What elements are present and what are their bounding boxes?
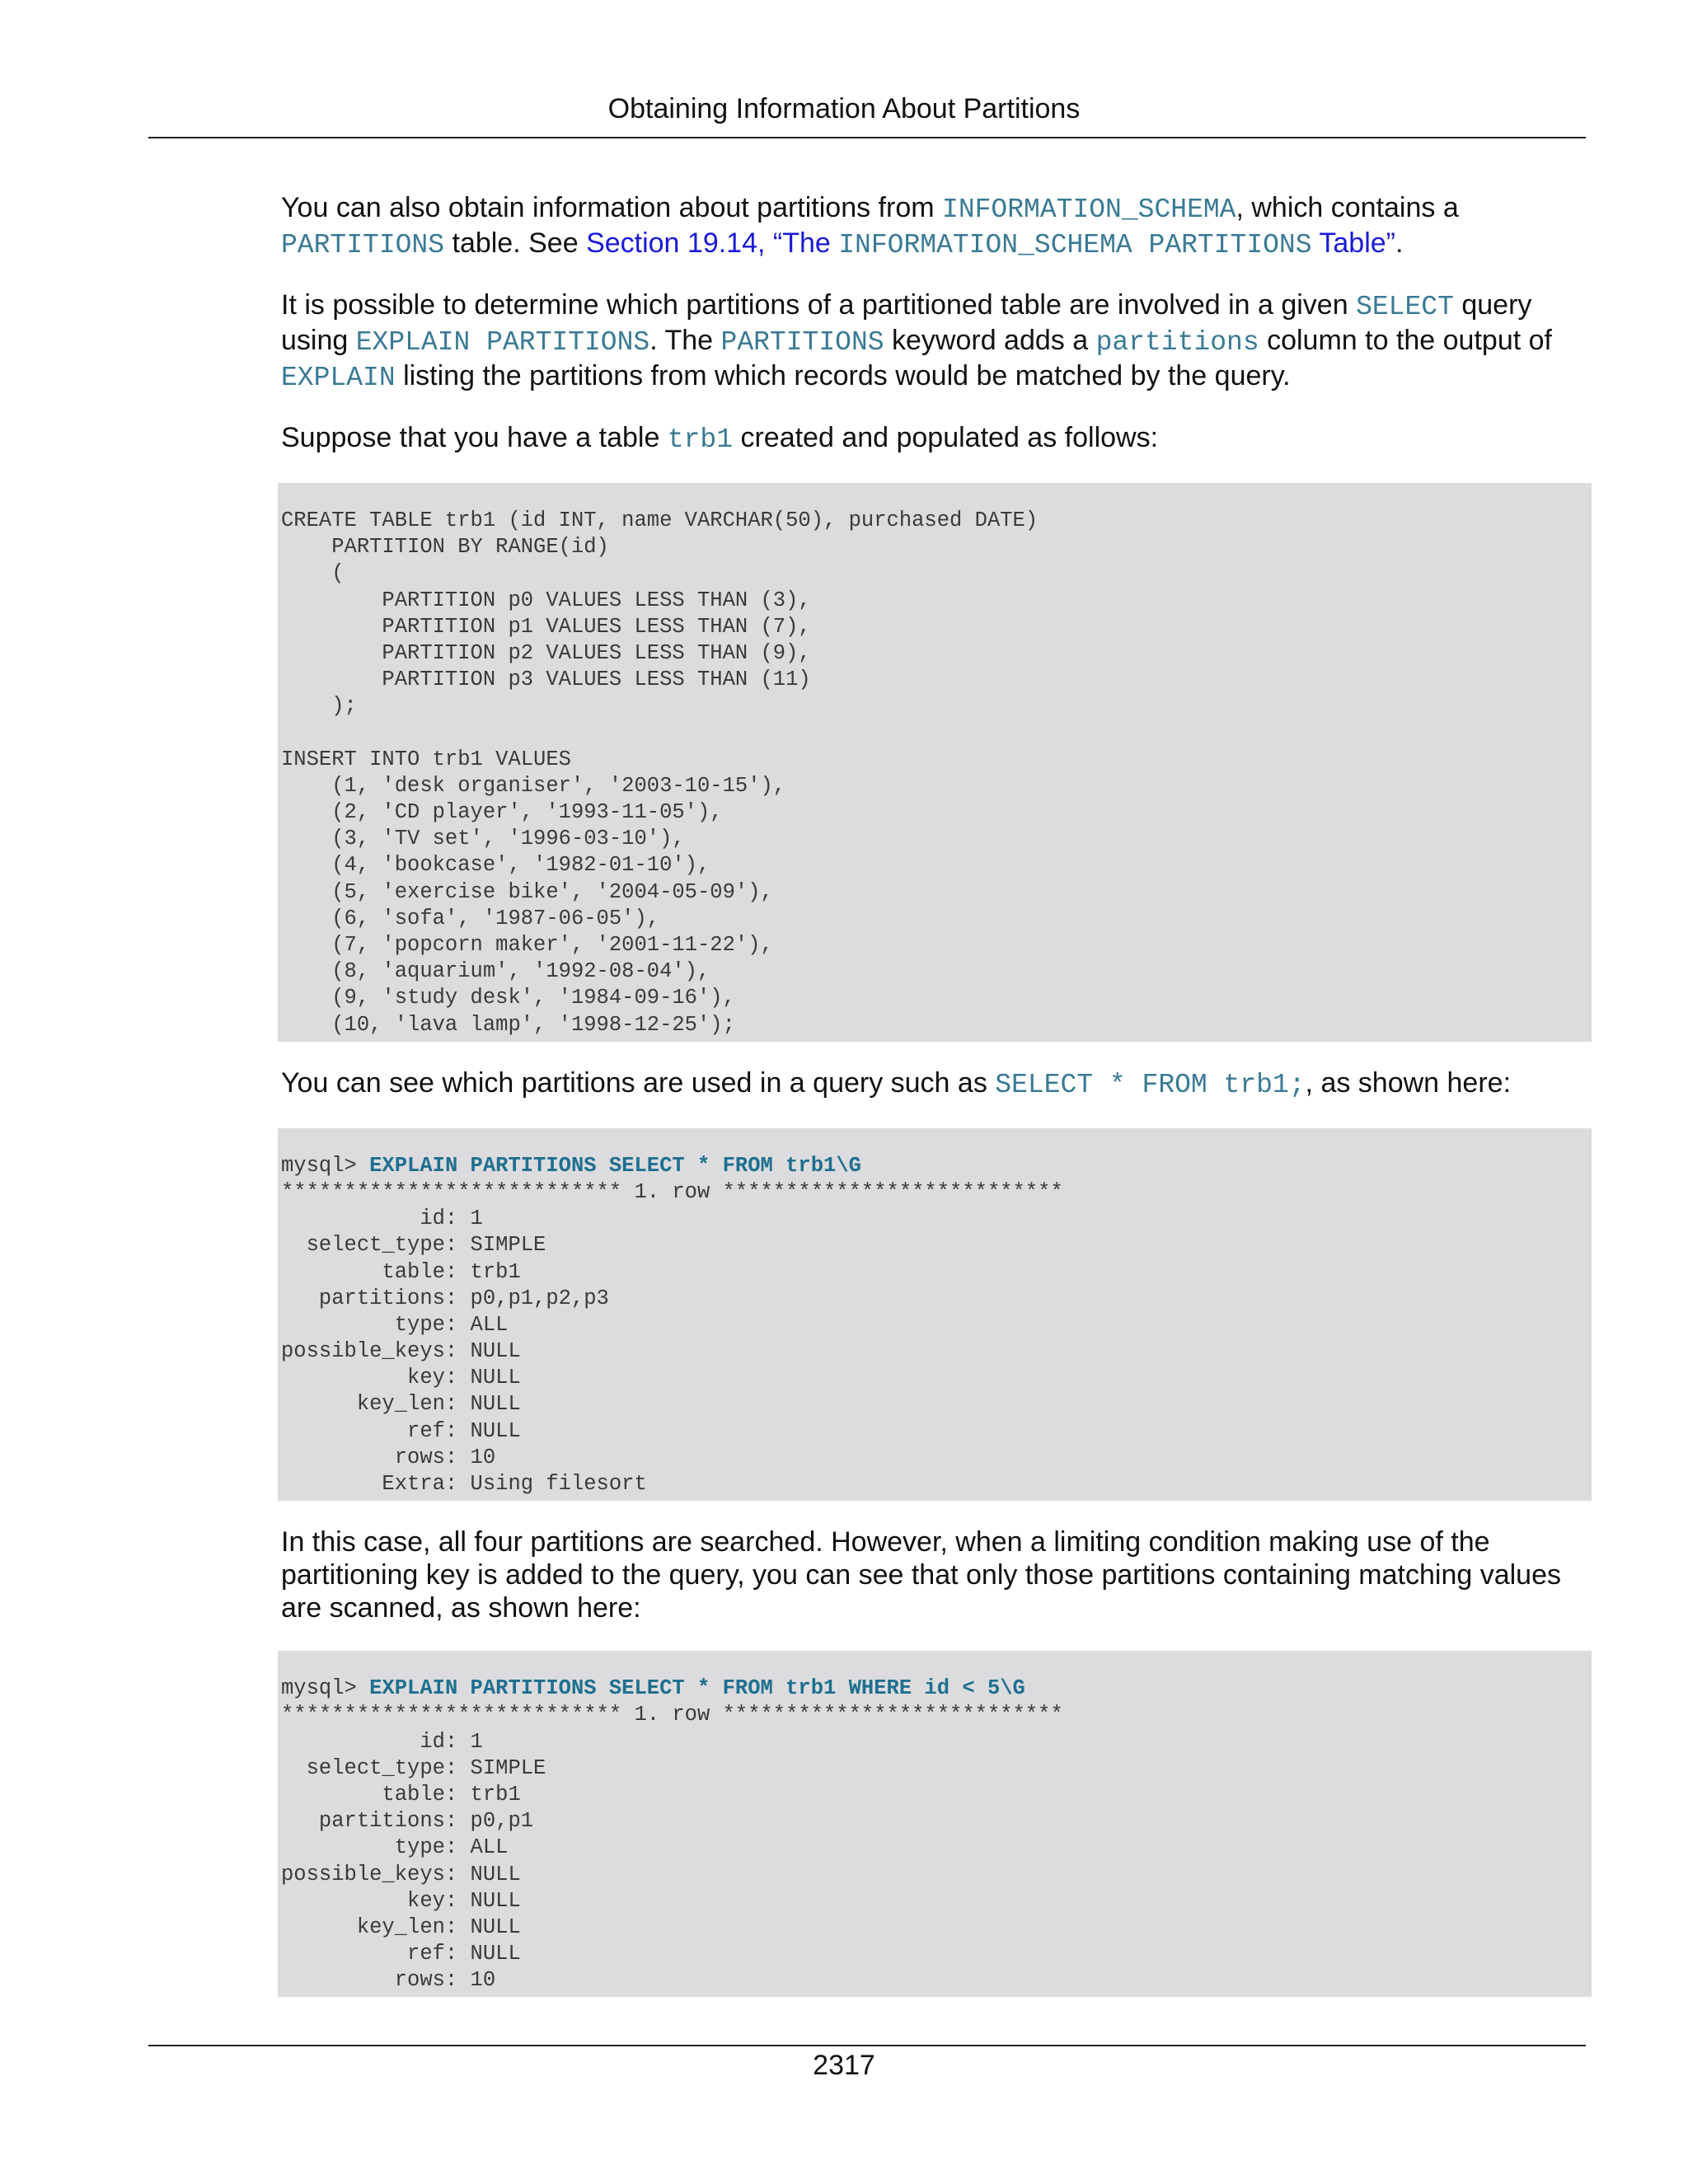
text: keyword adds a (884, 325, 1096, 356)
code-line: PARTITION p3 VALUES LESS THAN (11) (281, 668, 811, 692)
text: . (1395, 227, 1404, 259)
text: created and populated as follows: (733, 422, 1159, 453)
code-line (281, 1153, 1592, 1179)
text: column to the output of (1259, 325, 1552, 356)
code-line: PARTITION p0 VALUES LESS THAN (3), (281, 588, 811, 612)
code-line: Extra: Using filesort (281, 1472, 647, 1496)
code-line: (9, 'study desk', '1984-09-16'), (281, 986, 735, 1010)
code-line: *************************** 1. row *************************** (281, 1703, 1063, 1727)
code-line: PARTITION p1 VALUES LESS THAN (7), (281, 614, 811, 639)
code-line: (8, 'aquarium', '1992-08-04'), (281, 959, 710, 984)
code-partitions-keyword: PARTITIONS (720, 327, 884, 358)
code-line: type: ALL (281, 1835, 509, 1860)
code-line: (6, 'sofa', '1987-06-05'), (281, 906, 660, 930)
mysql-prompt: mysql> (281, 1676, 370, 1701)
code-line: possible_keys: NULL (281, 1862, 521, 1886)
code-explain: EXPLAIN (281, 363, 396, 393)
text: You can see which partitions are used in a query such as (281, 1066, 996, 1099)
paragraph-suppose-table (281, 421, 1592, 457)
code-partitions: PARTITIONS (281, 230, 445, 260)
code-line: CREATE TABLE trb1 (id INT, name VARCHAR(50), purchased DATE) (281, 509, 1039, 532)
code-line: key_len: NULL (281, 1915, 521, 1939)
sql-command: EXPLAIN PARTITIONS SELECT * FROM trb1 WHERE id < 5\G (369, 1676, 1025, 1701)
code-line: ); (281, 694, 357, 719)
code-block-explain-where (278, 1651, 1592, 1997)
link-text-end: Table” (1311, 227, 1395, 259)
paragraph-explain-partitions (281, 288, 1592, 395)
text: You can also obtain information about partitions from (281, 192, 943, 223)
code-line: id: 1 (281, 1729, 483, 1754)
text: Suppose that you have a table (281, 422, 668, 453)
code-line: table: trb1 (281, 1782, 521, 1807)
code-line: (2, 'CD player', '1993-11-05'), (281, 800, 723, 825)
code-line: partitions: p0,p1 (281, 1809, 534, 1834)
code-line: ref: NULL (281, 1942, 521, 1966)
footer-rule (148, 2045, 1586, 2046)
page-content (281, 191, 1592, 2022)
code-line: select_type: SIMPLE (281, 1233, 546, 1258)
code-line: ( (281, 561, 345, 586)
code-line: key: NULL (281, 1888, 521, 1913)
paragraph-information-schema (281, 191, 1592, 262)
code-explain-partitions: EXPLAIN PARTITIONS (355, 327, 650, 358)
code-select-all: SELECT * FROM trb1; (995, 1069, 1306, 1100)
code-line: table: trb1 (281, 1259, 521, 1284)
paragraph-which-partitions (281, 1066, 1592, 1102)
code-line: (1, 'desk organiser', '2003-10-15'), (281, 773, 786, 798)
code-block-create-table (278, 483, 1592, 1042)
header-rule (148, 137, 1586, 138)
code-line: id: 1 (281, 1207, 483, 1231)
code-line: key_len: NULL (281, 1392, 521, 1417)
text: table. See (444, 227, 587, 259)
code-line (281, 720, 1592, 747)
link-code: INFORMATION_SCHEMA PARTITIONS (838, 230, 1312, 260)
code-trb1: trb1 (667, 424, 734, 455)
code-line: (7, 'popcorn maker', '2001-11-22'), (281, 933, 773, 957)
code-line: (10, 'lava lamp', '1998-12-25'); (281, 1012, 735, 1037)
code-line: *************************** 1. row *************************** (281, 1179, 1063, 1204)
code-line: rows: 10 (281, 1968, 496, 1993)
text: query using (281, 289, 1532, 356)
code-line: (3, 'TV set', '1996-03-10'), (281, 827, 685, 851)
code-line: PARTITION BY RANGE(id) (281, 535, 609, 560)
code-line: rows: 10 (281, 1445, 496, 1469)
text: It is possible to determine which partitions of a partitioned table are involved in a given (281, 289, 1357, 321)
text: , as shown here: (1305, 1066, 1512, 1099)
code-line: partitions: p0,p1,p2,p3 (281, 1286, 609, 1310)
code-line: select_type: SIMPLE (281, 1755, 546, 1780)
code-line: key: NULL (281, 1366, 521, 1390)
mysql-prompt: mysql> (281, 1153, 370, 1178)
code-line: possible_keys: NULL (281, 1339, 521, 1364)
section-link[interactable] (586, 227, 1395, 259)
text: , which contains a (1236, 192, 1459, 223)
text: . The (649, 325, 721, 356)
paragraph-limiting-condition: In this case, all four partitions are searched. However, when a limiting condition making use of the partitioning key is added to the query, you can see that only those partitions containing matching values are scanned, as shown here: (281, 1526, 1561, 1624)
link-text: Section 19.14, “The (586, 227, 839, 259)
code-line: type: ALL (281, 1312, 509, 1337)
code-select: SELECT (1356, 292, 1454, 322)
code-line: (5, 'exercise bike', '2004-05-09'), (281, 879, 773, 904)
page-header: Obtaining Information About Partitions (607, 93, 1081, 124)
code-block-explain-all (278, 1128, 1592, 1501)
page-number: 2317 (813, 2050, 875, 2081)
code-line: PARTITION p2 VALUES LESS THAN (9), (281, 640, 811, 665)
text: listing the partitions from which records would be matched by the query. (395, 360, 1291, 391)
code-line: INSERT INTO trb1 VALUES (281, 747, 571, 771)
code-information-schema: INFORMATION_SCHEMA (942, 194, 1236, 225)
code-partitions-column: partitions (1095, 327, 1259, 358)
code-line: ref: NULL (281, 1418, 521, 1443)
code-line: (4, 'bookcase', '1982-01-10'), (281, 853, 710, 878)
sql-command: EXPLAIN PARTITIONS SELECT * FROM trb1\G (369, 1153, 861, 1178)
code-line (281, 1675, 1592, 1702)
